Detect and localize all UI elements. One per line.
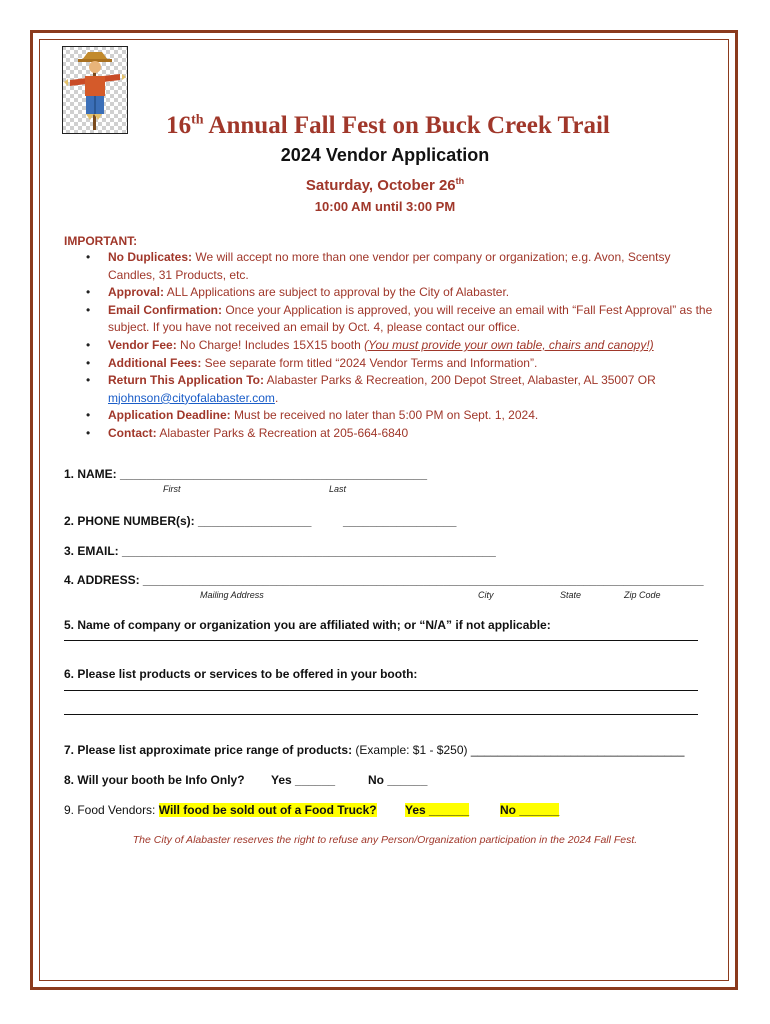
rule-text: Must be received no later than 5:00 PM on Sept. 1, 2024.: [230, 408, 539, 423]
rule-label: Approval:: [108, 285, 165, 300]
rule-text: ALL Applications are subject to approval by the City of Alabaster.: [164, 285, 510, 300]
price-range-example: (Example: $1 - $250): [352, 743, 471, 757]
rule-item: [64, 407, 714, 425]
price-range-question: [64, 743, 684, 757]
food-truck-yes[interactable]: Yes ______: [405, 803, 470, 817]
food-truck-question: [64, 803, 377, 817]
rule-label: No Duplicates:: [108, 250, 193, 264]
rule-item: [64, 284, 714, 302]
rule-item: [64, 425, 714, 443]
phone-field-2[interactable]: _________________: [343, 514, 457, 528]
title-number: 16: [166, 112, 192, 139]
email-field[interactable]: 3. EMAIL: ________________________________________________________: [64, 544, 496, 558]
rule-text-after: .: [274, 390, 279, 405]
price-range-blank[interactable]: ________________________________: [470, 743, 685, 757]
products-answer-line[interactable]: [64, 714, 698, 715]
food-truck-question-text: Will food be sold out of a Food Truck?: [158, 803, 377, 817]
products-question: 6. Please list products or services to be offered in your booth:: [64, 667, 418, 681]
price-range-label: 7. Please list approximate price range of products:: [64, 743, 353, 757]
rule-label: Additional Fees:: [108, 355, 202, 370]
rule-text: No Charge! Includes 15X15 booth: [176, 337, 365, 352]
name-last-label: Last: [329, 484, 347, 494]
info-only-question: 8. Will your booth be Info Only?: [64, 773, 245, 787]
rule-label: Return This Application To:: [108, 373, 264, 388]
title-text: Annual Fall Fest on Buck Creek Trail: [203, 112, 610, 139]
rule-text: Once your Application is approved, you will receive an email with “Fall Fest Approval” as the subject. If you have not received an email by Oct. 4, please contact our office.: [108, 302, 713, 335]
event-date-text: Saturday, October 26: [305, 177, 456, 194]
rule-label: Contact:: [108, 425, 157, 440]
address-city-label: City: [478, 590, 494, 600]
rules-list: [64, 249, 714, 443]
info-only-no[interactable]: No ______: [368, 773, 428, 787]
rule-text: Alabaster Parks & Recreation at 205-664-6840: [156, 425, 409, 440]
important-heading: IMPORTANT:: [64, 234, 138, 248]
rule-label: Vendor Fee:: [108, 337, 177, 352]
title-superscript: th: [191, 112, 204, 128]
rule-label: Application Deadline:: [108, 408, 231, 423]
address-mailing-label: Mailing Address: [200, 590, 264, 600]
page-title: [0, 112, 770, 140]
event-date: [0, 176, 770, 194]
rule-emphasis: (You must provide your own table, chairs and canopy!): [364, 337, 654, 352]
event-time: 10:00 AM until 3:00 PM: [314, 199, 456, 214]
rule-item: [64, 355, 714, 373]
rule-item: [64, 302, 714, 337]
footer-disclaimer: The City of Alabaster reserves the right to refuse any Person/Organization participation in the 2024 Fall Fest.: [132, 834, 638, 846]
email-link[interactable]: mjohnson@cityofalabaster.com: [108, 390, 275, 405]
rule-text: We will accept no more than one vendor per company or organization; e.g. Avon, Scentsy Candles, 31 Products, etc.: [108, 250, 671, 282]
food-truck-no[interactable]: No ______: [500, 803, 560, 817]
event-date-superscript: th: [455, 176, 465, 186]
rule-label: Email Confirmation:: [108, 302, 223, 317]
phone-field[interactable]: 2. PHONE NUMBER(s): _________________: [64, 514, 312, 528]
company-question: 5. Name of company or organization you are affiliated with; or “N/A” if not applicable:: [64, 618, 551, 632]
address-zip-label: Zip Code: [624, 590, 661, 600]
company-answer-line[interactable]: [64, 640, 698, 641]
food-truck-prefix: 9. Food Vendors:: [64, 803, 159, 817]
address-field[interactable]: 4. ADDRESS: ____________________________________________________________________________________: [64, 573, 704, 587]
name-first-label: First: [163, 484, 181, 494]
rule-text: Alabaster Parks & Recreation, 200 Depot Street, Alabaster, AL 35007 OR: [264, 373, 656, 388]
rule-item: [64, 337, 714, 355]
rule-item: [64, 372, 714, 407]
address-state-label: State: [560, 590, 582, 600]
rule-text: See separate form titled “2024 Vendor Terms and Information”.: [201, 355, 538, 370]
name-field[interactable]: 1. NAME: ______________________________________________: [64, 467, 427, 481]
page-subtitle: 2024 Vendor Application: [280, 145, 490, 165]
info-only-yes[interactable]: Yes ______: [271, 773, 336, 787]
products-answer-line[interactable]: [64, 690, 698, 691]
rule-item: [64, 249, 714, 284]
